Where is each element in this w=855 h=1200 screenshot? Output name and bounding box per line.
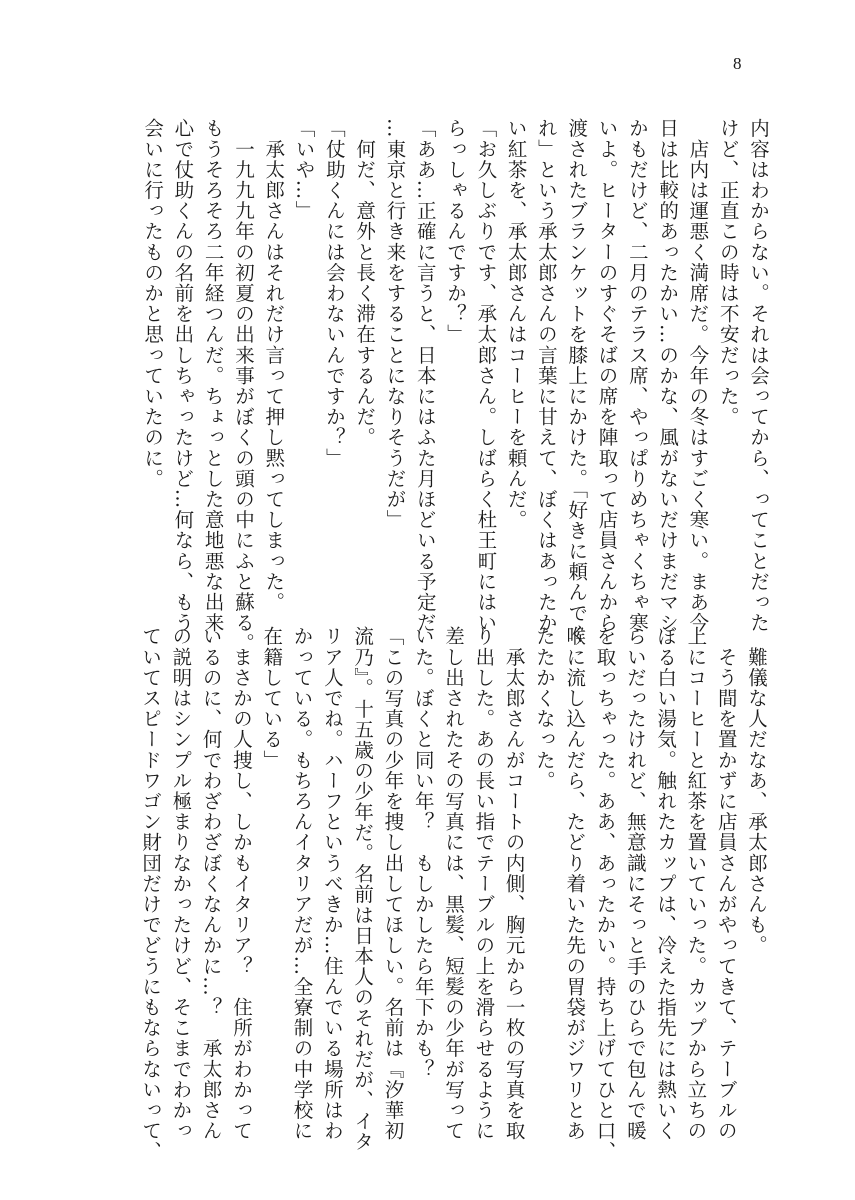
- text-line: ぼる白い湯気。触れたカップは、冷えた指先には熱いく: [654, 626, 678, 1141]
- text-line: いるのに、何でわざわざぼくなんかに…？ 承太郎さん: [199, 626, 223, 1141]
- text-line: 「この写真の少年を捜し出してほしい。名前は『汐華初: [381, 626, 405, 1141]
- text-line: かもだけど、二月のテラス席、やっぱりめちゃくちゃ寒: [625, 118, 649, 633]
- text-line: 差し出されたその写真には、黒髪、短髪の少年が写って: [442, 626, 466, 1141]
- text-line: らっしゃるんですか？」: [444, 118, 468, 345]
- text-line: 在籍している」: [260, 626, 284, 771]
- text-line: たたかくなった。: [532, 626, 556, 791]
- text-line: 承太郎さんはそれだけ言って押し黙ってしまった。: [262, 118, 286, 613]
- text-block-upper: [137, 118, 773, 654]
- text-line: 店内は運悪く満席だ。今年の冬はすごく寒い。まあ今: [686, 118, 710, 633]
- text-line: まさかの人捜し、しかもイタリア？ 住所がわかって: [229, 626, 253, 1141]
- text-line: 心で仗助くんの名前を出しちゃったけど…何なら、もう: [171, 118, 195, 633]
- text-line: い紅茶を、承太郎さんはコーヒーを頼んだ。: [504, 118, 528, 530]
- text-line: り出した。あの長い指でテーブルの上を滑らせるように: [472, 626, 496, 1141]
- text-line: 承太郎さんがコートの内側、胸元から一枚の写真を取: [502, 626, 526, 1141]
- text-line: の説明はシンプル極まりなかったけど、そこまでわかっ: [169, 626, 193, 1141]
- text-line: 「いや…」: [292, 118, 316, 221]
- text-line: 「仗助くんには会わないんですか？」: [322, 118, 346, 469]
- text-line: を取っちゃった。ああ、あったかい。持ち上げてひと口、: [593, 626, 617, 1162]
- page-number: 8: [733, 54, 742, 73]
- text-line: れ」という承太郎さんの言葉に甘えて、ぼくはあったか: [534, 118, 558, 633]
- text-line: 難儀な人だなあ、承太郎さんも。: [745, 626, 768, 956]
- text-line: …東京と行き来をすることになりそうだが」: [383, 118, 407, 530]
- text-line: 「ああ…正確に言うと、日本にはふた月ほどいる予定だ: [413, 118, 437, 633]
- text-line: 「お久しぶりです、承太郎さん。しばらく杜王町にはい: [474, 118, 498, 633]
- text-line: 一九九九年の初夏の出来事がぼくの頭の中にふと蘇る。: [231, 118, 255, 654]
- text-line: いよ。ヒーターのすぐそばの席を陣取って店員さんから: [595, 118, 619, 633]
- text-line: そう間を置かずに店員さんがやってきて、テーブルの: [714, 626, 738, 1141]
- text-line: 会いに行ったものかと思っていたのに。: [141, 118, 165, 489]
- text-line: リア人でね。ハーフというべきか…住んでいる場所はわ: [320, 626, 344, 1141]
- text-line: いた。ぼくと同い年？ もしかしたら年下かも？: [411, 626, 435, 1080]
- text-line: 喉に流し込んだら、たどり着いた先の胃袋がジワリとあ: [563, 626, 587, 1141]
- text-block-lower: [135, 626, 771, 1162]
- text-line: 内容はわからない。それは会ってから、ってことだった: [747, 118, 770, 633]
- text-line: らいだったけれど、無意識にそっと手のひらで包んで暖: [623, 626, 647, 1141]
- text-line: 何だ、意外と長く滞在するんだ。: [353, 118, 377, 448]
- text-line: けど、正直この時は不安だった。: [716, 118, 740, 427]
- text-line: もうそろそろ二年経つんだ。ちょっとした意地悪な出来: [201, 118, 225, 633]
- text-line: 上にコーヒーと紅茶を置いていった。カップから立ちの: [684, 626, 708, 1141]
- text-line: 流乃』。十五歳の少年だ。名前は日本人のそれだが、イタ: [351, 626, 375, 1152]
- text-line: 渡されたブランケットを膝上にかけた。「好きに頼んでく: [565, 118, 589, 644]
- text-line: かっている。もちろんイタリアだが…全寮制の中学校に: [290, 626, 314, 1141]
- text-line: 日は比較的あったかい…のかな、風がないだけまだマシ: [656, 118, 680, 633]
- text-line: ていてスピードワゴン財団だけでどうにもならないって、: [139, 626, 163, 1162]
